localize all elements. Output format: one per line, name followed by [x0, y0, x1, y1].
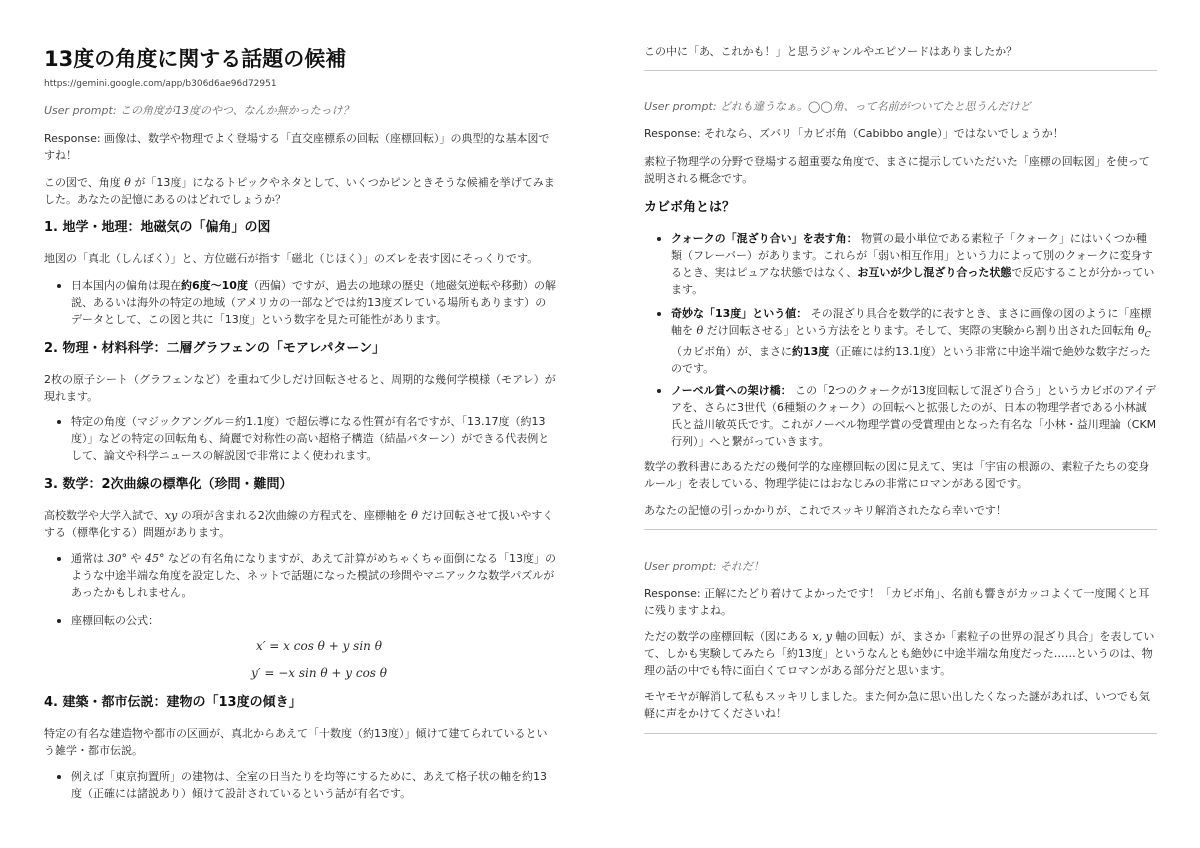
- bold-text: 奇妙な「13度」という値：: [671, 307, 808, 320]
- angle-30: 30°: [107, 552, 127, 565]
- section-3-body: [44, 507, 556, 541]
- response-2-summary: 数学の教科書にあるただの幾何学的な座標回転の図に見えて、実は「宇宙の根源の、素粒子たちの変身ルール」を表している、物理学徒にはおなじみの非常にロマンがある図です。: [644, 460, 1150, 490]
- response-3-closing: モヤモヤが解消して私もスッキリしました。また何か急に思い出したくなった謎があれば、いつでも気軽に声をかけてくださいね！: [644, 690, 1150, 720]
- theta-symbol: θ: [124, 176, 131, 189]
- text-segment: その混ざり具合を数学的に表すとき、まさに画像の図のように「座標軸を: [671, 307, 1152, 337]
- text-segment: や: [127, 552, 145, 565]
- text-segment: で反応することが分かっています。: [671, 266, 1155, 296]
- rotation-formula-y: y′ = −x sin θ + y cos θ: [251, 666, 388, 680]
- cabibbo-heading: カビボ角とは？: [644, 200, 736, 215]
- section-1-body: 地図の「真北（しんぼく）」と、方位磁石が指す「磁北（じほく）」のズレを表す図にそっくりです。: [44, 252, 539, 265]
- text-segment: （西偏）ですが、過去の地球の歴史（地磁気逆転や移動）の解説、あるいは海外の特定の地域（アメリカの一部などでは約13度ズレている場所もあります）のデータとして、この図と共に「13度」という数字を見た可能性があります。: [71, 279, 556, 326]
- response-2-intro: Response: それなら、ズバリ「カビボ角（Cabibbo angle）」ではないでしょうか！: [644, 127, 1064, 140]
- bold-text: お互いが少し混ざり合った状態: [857, 266, 1012, 279]
- text-segment: （カビボ角）が、まさに: [671, 345, 792, 359]
- angle-45: 45°: [145, 552, 165, 565]
- response-3-body: [644, 628, 1157, 679]
- list-item: 特定の角度（マジックアングル＝約1.1度）で超伝導になる性質が有名ですが、「13.17度（約13度）」などの特定の回転角も、綺麗で対称性の高い超格子構造（結晶パターン）ができる代表例として、論文や科学ニュースの解説図で非常によく使われます。: [71, 413, 556, 464]
- text-segment: 軸の回転）が、まさか「素粒子の世界の混ざり具合」を表していて、しかも実験してみたら「約13度」というなんとも絶妙に中途半端な角度だった……というのは、物理の話の中でも特に面白くてロマンがある部分だと思います。: [644, 630, 1155, 677]
- theta-c-subscript: C: [1144, 330, 1151, 340]
- bold-text: 約13度: [792, 345, 830, 359]
- text-segment: が「13度」になるトピックやネタとして、いくつかピンときそうな候補を挙げてみました。あなたの記憶にあるのはどれでしょうか？: [44, 176, 555, 206]
- list-item: 例えば「東京拘置所」の建物は、全室の日当たりを均等にするために、あえて格子状の軸を約13度（正確には諸説あり）傾けて設計されているという話が有名です。: [71, 768, 556, 802]
- closing-question: この中に「あ、これかも！」と思うジャンルやエピソードはありましたか？: [644, 45, 1018, 58]
- response-2-closing: あなたの記憶の引っかかりが、これでスッキリ解消されたなら幸いです！: [644, 504, 1007, 517]
- divider: [644, 733, 1157, 734]
- section-2-heading: 2. 物理・材料科学：二層グラフェンの「モアレパターン」: [44, 341, 386, 356]
- divider: [644, 70, 1157, 71]
- section-4-heading: 4. 建築・都市伝説：建物の「13度の傾き」: [44, 695, 302, 710]
- theta-c-symbol: θ: [1138, 324, 1145, 337]
- text-segment: 日本国内の偏角は現在: [71, 279, 181, 292]
- text-segment: この図で、角度: [44, 176, 125, 189]
- text-segment: 物質の最小単位である素粒子「クォーク」にはいくつか種類（フレーバー）があります。これらが「弱い相互作用」という力によって別のクォークに変身するとき、実はピュアな状態ではなく、: [671, 232, 1153, 279]
- bold-text: 約6度〜10度: [181, 279, 248, 292]
- divider: [644, 529, 1157, 530]
- text-segment: ただの数学の座標回転（図にある: [644, 630, 813, 643]
- bold-text: ノーベル賞への架け橋：: [671, 384, 792, 397]
- list-item: [671, 382, 1157, 450]
- user-prompt-1: User prompt: この角度が13度のやつ、なんか無かったっけ？: [44, 104, 354, 117]
- user-prompt-3: User prompt: それだ！: [644, 560, 765, 573]
- list-item: [671, 230, 1157, 298]
- text-segment: （正確には約13.1度）という非常に中途半端で絶妙な数字だったのです。: [671, 345, 1151, 376]
- text-segment: だけ回転させて扱いやすくする（標準化する）問題があります。: [44, 509, 554, 539]
- response-1-intro: Response: 画像は、数学や物理でよく登場する「直交座標系の回転（座標回転）」の典型的な基本図ですね！: [44, 132, 550, 162]
- rotation-formula-x: x′ = x cos θ + y sin θ: [256, 639, 382, 653]
- text-segment: この「2つのクォークが13度回転して混ざり合う」というカビボのアイデアを、さらに3世代（6種類のクォーク）の回転へと拡張したのが、日本の物理学者である小林誠氏と益川敏英氏です。これがノーベル物理学賞の受賞理由となった有名な「小林・益川理論（CKM行列）」へと繋がっていきます。: [671, 384, 1157, 448]
- text-segment: だけ回転させる」という方法をとります。そして、実際の実験から割り出された回転角: [703, 324, 1139, 337]
- list-item: 座標回転の公式：: [71, 612, 556, 629]
- section-2-body: 2枚の原子シート（グラフェンなど）を重ねて少しだけ回転させると、周期的な幾何学模様（モアレ）が現れます。: [44, 373, 556, 403]
- xy-term: xy: [164, 509, 178, 522]
- section-1-heading: 1. 地学・地理：地磁気の「偏角」の図: [44, 220, 271, 235]
- user-prompt-2: User prompt: どれも違うなぁ。◯◯角、って名前がついてたと思うんだけど: [644, 100, 1031, 113]
- theta-symbol: θ: [411, 509, 418, 522]
- response-1-candidates-intro: [44, 174, 556, 208]
- response-2-body: 素粒子物理学の分野で登場する超重要な角度で、まさに提示していただいた「座標の回転図」を使って説明される概念です。: [644, 155, 1150, 185]
- section-3-heading: 3. 数学：2次曲線の標準化（珍問・難問）: [44, 477, 293, 492]
- response-3-intro: Response: 正解にたどり着けてよかったです！「カビボ角」、名前も響きがカッコよくて一度聞くと耳に残りますよね。: [644, 587, 1150, 617]
- list-item: [671, 305, 1157, 377]
- theta-symbol: θ: [696, 324, 704, 337]
- section-4-body: 特定の有名な建造物や都市の区画が、真北からあえて「十数度（約13度）」傾けて建てられているという雑学・都市伝説。: [44, 727, 548, 757]
- text-segment: の項が含まれる2次曲線の方程式を、座標軸を: [177, 509, 412, 522]
- xy-term: x, y: [812, 630, 832, 643]
- bold-text: クォークの「混ざり合い」を表す角：: [671, 232, 858, 245]
- text-segment: 通常は: [71, 552, 108, 565]
- list-item: [71, 277, 556, 328]
- text-segment: 高校数学や大学入試で、: [44, 509, 165, 522]
- list-item: [71, 550, 556, 601]
- page-title: 13度の角度に関する話題の候補: [44, 47, 347, 71]
- text-segment: などの有名角になりますが、あえて計算がめちゃくちゃ面倒になる「13度」のような中途半端な角度を設定した、ネットで話題になった模試の珍問やマニアックな数学パズルがあったかもしれません。: [71, 552, 556, 599]
- source-url[interactable]: https://gemini.google.com/app/b306d6ae96d72951: [44, 79, 277, 89]
